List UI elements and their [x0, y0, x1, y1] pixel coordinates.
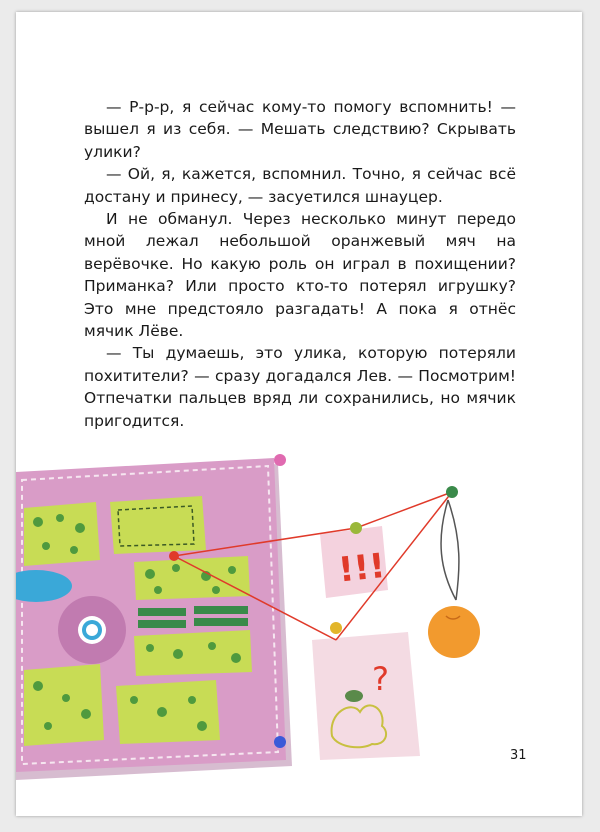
- paragraph-3: И не обманул. Через несколько минут передо мной лежал небольшой оранжевый мяч на верёвочке. Но какую роль он играл в похищении? Приманка? Или просто кто-то потерял игрушку? Это мне предстояло разгадать! А пока я отнёс мячик Лёве.: [84, 210, 516, 341]
- paragraph-2: — Ой, я, кажется, вспомнил. Точно, я сейчас всё достану и принесу, — засуетился шнауцер.: [84, 165, 516, 206]
- orange-ball: [428, 606, 480, 658]
- pin-yellow: [330, 622, 342, 634]
- pin-blue: [274, 736, 286, 748]
- exclamation-note-text: !!!: [336, 545, 387, 591]
- pin-pink: [274, 454, 286, 466]
- paragraph-4: — Ты думаешь, это улика, которую потеряли похитители? — сразу догадался Лев. — Посмотрим! Отпечатки пальцев вряд ли сохранились, но мячик пригодится.: [84, 344, 516, 430]
- pin-green-ball: [446, 486, 458, 498]
- evidence-board-illustration: [16, 450, 582, 816]
- book-page: [16, 12, 582, 816]
- paragraph-1: — Р-р-р, я сейчас кому-то помогу вспомнить! — вышел я из себя. — Мешать следствию? Скрывать улики?: [84, 98, 516, 161]
- pin-red: [169, 551, 179, 561]
- page-number: 31: [510, 748, 527, 763]
- story-text: [84, 96, 516, 432]
- question-note-text: ?: [372, 660, 389, 698]
- pin-green-note: [350, 522, 362, 534]
- question-note: [312, 632, 420, 760]
